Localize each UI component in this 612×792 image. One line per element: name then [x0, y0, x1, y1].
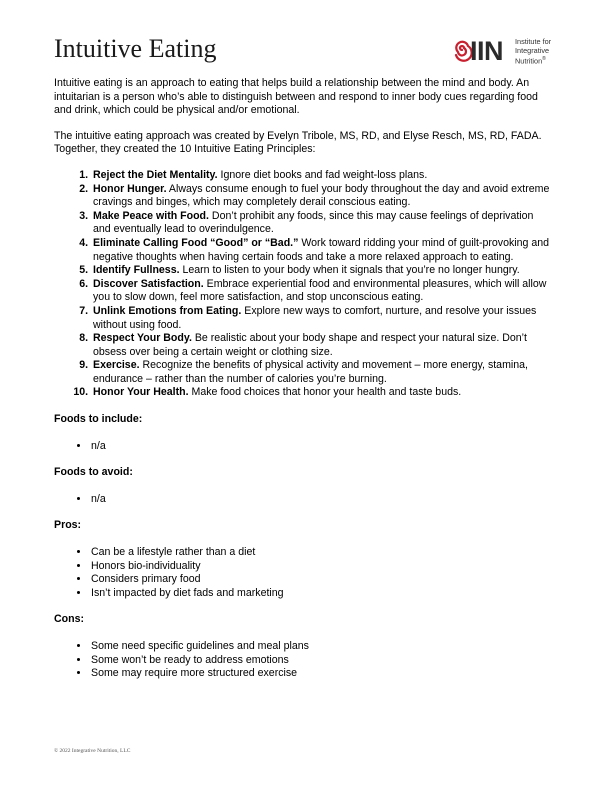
- principle-item: 3. Make Peace with Food. Don’t prohibit any foods, since this may cause feelings of deprivation and eventually lead to overindulgence.: [91, 210, 554, 237]
- principle-item: 10. Honor Your Health. Make food choices that honor your health and taste buds.: [91, 386, 554, 400]
- spiral-logo-icon: [452, 36, 472, 64]
- principles-list: [54, 169, 554, 400]
- page-title: Intuitive Eating: [54, 34, 217, 63]
- iin-logo: [452, 36, 572, 66]
- principle-item: 5. Identify Fullness. Learn to listen to your body when it signals that you’re no longer hungry.: [91, 264, 554, 278]
- logo-tagline-line: Nutrition®: [515, 56, 546, 66]
- principle-item: 2. Honor Hunger. Always consume enough to fuel your body throughout the day and avoid extreme cravings and binges, which may completely derail conscious eating.: [91, 183, 554, 210]
- list-item: • Some won’t be ready to address emotions: [90, 654, 554, 668]
- logo-tagline-line: Institute for: [515, 37, 552, 46]
- principle-item: 6. Discover Satisfaction. Embrace experiential food and environmental pleasures, which will allow you to slow down, feel more satisfaction, and stop unconscious eating.: [91, 278, 554, 305]
- list-item: • Some need specific guidelines and meal plans: [90, 640, 554, 654]
- copyright-footer: © 2022 Integrative Nutrition, LLC: [54, 748, 131, 754]
- list-item: • Some may require more structured exercise: [90, 667, 554, 681]
- pros-list: [54, 546, 554, 600]
- creators-paragraph: The intuitive eating approach was created by Evelyn Tribole, MS, RD, and Elyse Resch, MS, RD, FADA. Together, they created the 10 Intuitive Eating Principles:: [54, 129, 542, 156]
- principle-item: 9. Exercise. Recognize the benefits of physical activity and movement – more energy, stamina, endurance – rather than the number of calories you’re burning.: [91, 359, 554, 386]
- list-item: • Honors bio-individuality: [90, 560, 554, 574]
- logo-tagline-line: Integrative: [515, 46, 550, 55]
- foods-avoid-heading: Foods to avoid:: [54, 466, 133, 479]
- foods-avoid-list: [54, 493, 554, 507]
- principle-item: 7. Unlink Emotions from Eating. Explore new ways to comfort, nurture, and resolve your issues without using food.: [91, 305, 554, 332]
- foods-include-list: [54, 440, 554, 454]
- logo-wordmark: IIN: [470, 36, 504, 66]
- list-item: • n/a: [90, 440, 554, 454]
- list-item: • Can be a lifestyle rather than a diet: [90, 546, 554, 560]
- document-body: [54, 77, 554, 694]
- intro-paragraph: Intuitive eating is an approach to eating that helps build a relationship between the mind and body. An intuitarian is a person who’s able to distinguish between and respond to inner body cues regarding food and drink, which could be physical and/or emotional.: [54, 77, 538, 117]
- foods-include-heading: Foods to include:: [54, 413, 143, 426]
- list-item: • Isn’t impacted by diet fads and marketing: [90, 587, 554, 601]
- cons-list: [54, 640, 554, 681]
- list-item: • Considers primary food: [90, 573, 554, 587]
- principle-item: 8. Respect Your Body. Be realistic about your body shape and respect your natural size. Don’t obsess over being a certain weight or clothing size.: [91, 332, 554, 359]
- pros-heading: Pros:: [54, 519, 82, 532]
- principle-item: 4. Eliminate Calling Food “Good” or “Bad.” Work toward ridding your mind of guilt-provoking and negative thoughts when having certain foods and take a more relaxed approach to eating.: [91, 237, 554, 264]
- logo-tagline: [515, 37, 575, 65]
- principle-item: 1. Reject the Diet Mentality. Ignore diet books and fad weight-loss plans.: [91, 169, 554, 183]
- cons-heading: Cons:: [54, 613, 85, 626]
- list-item: • n/a: [90, 493, 554, 507]
